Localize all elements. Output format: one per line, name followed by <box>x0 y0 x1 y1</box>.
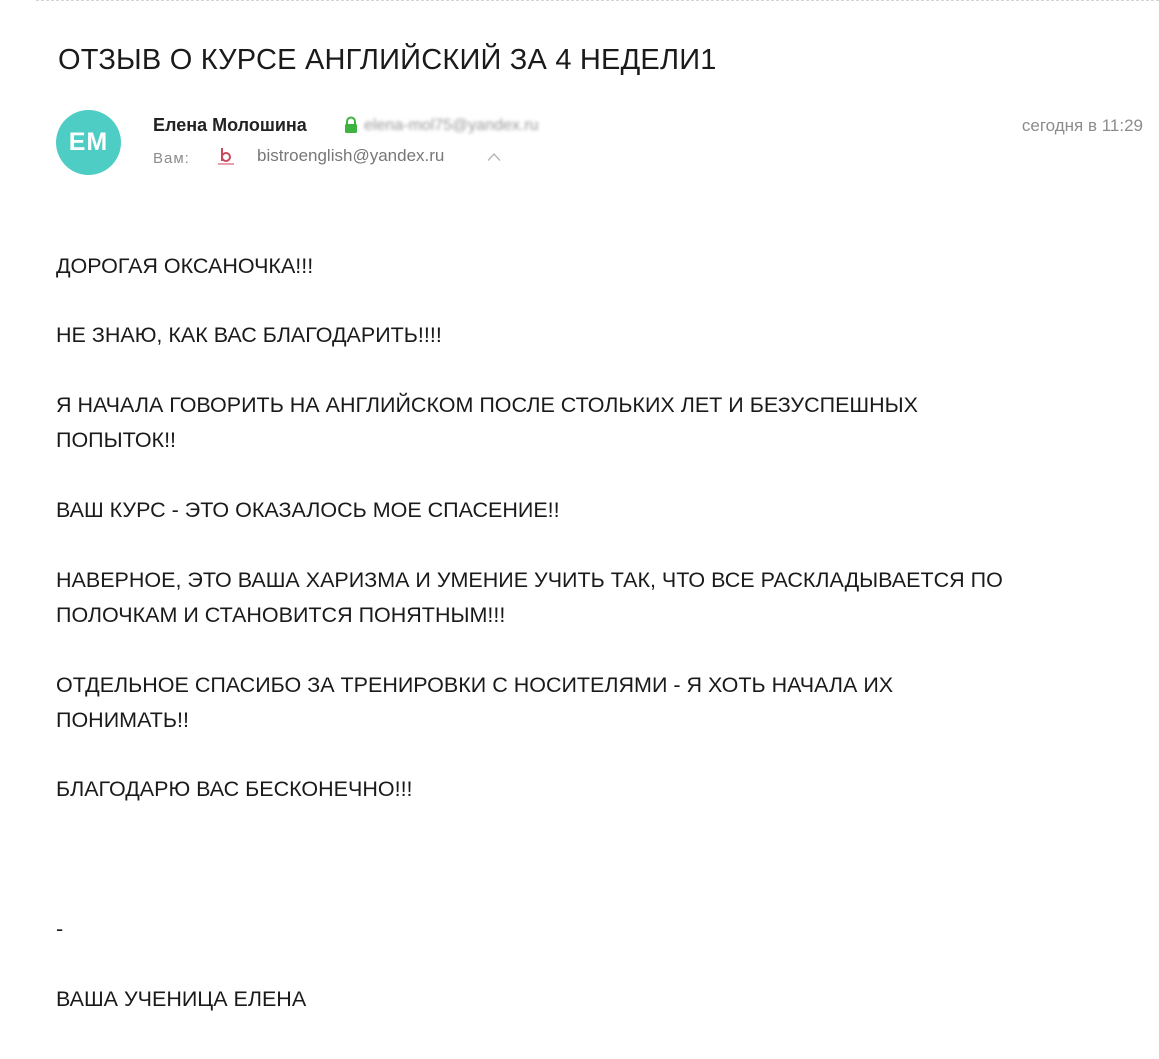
lock-icon <box>343 116 359 134</box>
sender-email[interactable]: elena-mol75@yandex.ru <box>364 117 539 134</box>
signature: ВАША УЧЕНИЦА ЕЛЕНА <box>56 987 307 1011</box>
chevron-up-icon[interactable] <box>486 152 502 162</box>
sender-name[interactable]: Елена Молошина <box>153 115 307 135</box>
recipient-logo-icon <box>215 145 237 167</box>
body-paragraph-course: ВАШ КУРС - ЭТО ОКАЗАЛОСЬ МОЕ СПАСЕНИЕ!! <box>56 498 560 522</box>
body-paragraph-natives-cont: ПОНИМАТЬ!! <box>56 708 189 732</box>
body-paragraph-thanks: НЕ ЗНАЮ, КАК ВАС БЛАГОДАРИТЬ!!!! <box>56 323 442 347</box>
recipient-email[interactable]: bistroenglish@yandex.ru <box>257 146 445 165</box>
body-paragraph-natives: ОТДЕЛЬНОЕ СПАСИБО ЗА ТРЕНИРОВКИ С НОСИТЕЛЯМИ - Я ХОТЬ НАЧАЛА ИХ <box>56 673 894 697</box>
sender-avatar[interactable] <box>56 110 121 175</box>
message-date: сегодня в 11:29 <box>1021 116 1143 135</box>
signature-separator: - <box>56 917 64 941</box>
body-paragraph-charisma: НАВЕРНОЕ, ЭТО ВАША ХАРИЗМА И УМЕНИЕ УЧИТЬ ТАК, ЧТО ВСЕ РАСКЛАДЫВАЕТСЯ ПО <box>56 568 1003 592</box>
avatar-initials: EM <box>68 128 109 156</box>
top-divider <box>36 0 1159 1</box>
body-paragraph-charisma-cont: ПОЛОЧКАМ И СТАНОВИТСЯ ПОНЯТНЫМ!!! <box>56 603 506 627</box>
body-paragraph-gratitude: БЛАГОДАРЮ ВАС БЕСКОНЕЧНО!!! <box>56 777 413 801</box>
body-paragraph-speaking-cont: ПОПЫТОК!! <box>56 428 177 452</box>
body-paragraph-speaking: Я НАЧАЛА ГОВОРИТЬ НА АНГЛИЙСКОМ ПОСЛЕ СТОЛЬКИХ ЛЕТ И БЕЗУСПЕШНЫХ <box>56 393 919 417</box>
message-subject: ОТЗЫВ О КУРСЕ АНГЛИЙСКИЙ ЗА 4 НЕДЕЛИ1 <box>58 44 717 76</box>
body-greeting: ДОРОГАЯ ОКСАНОЧКА!!! <box>56 254 314 278</box>
to-label: Вам: <box>153 150 190 167</box>
